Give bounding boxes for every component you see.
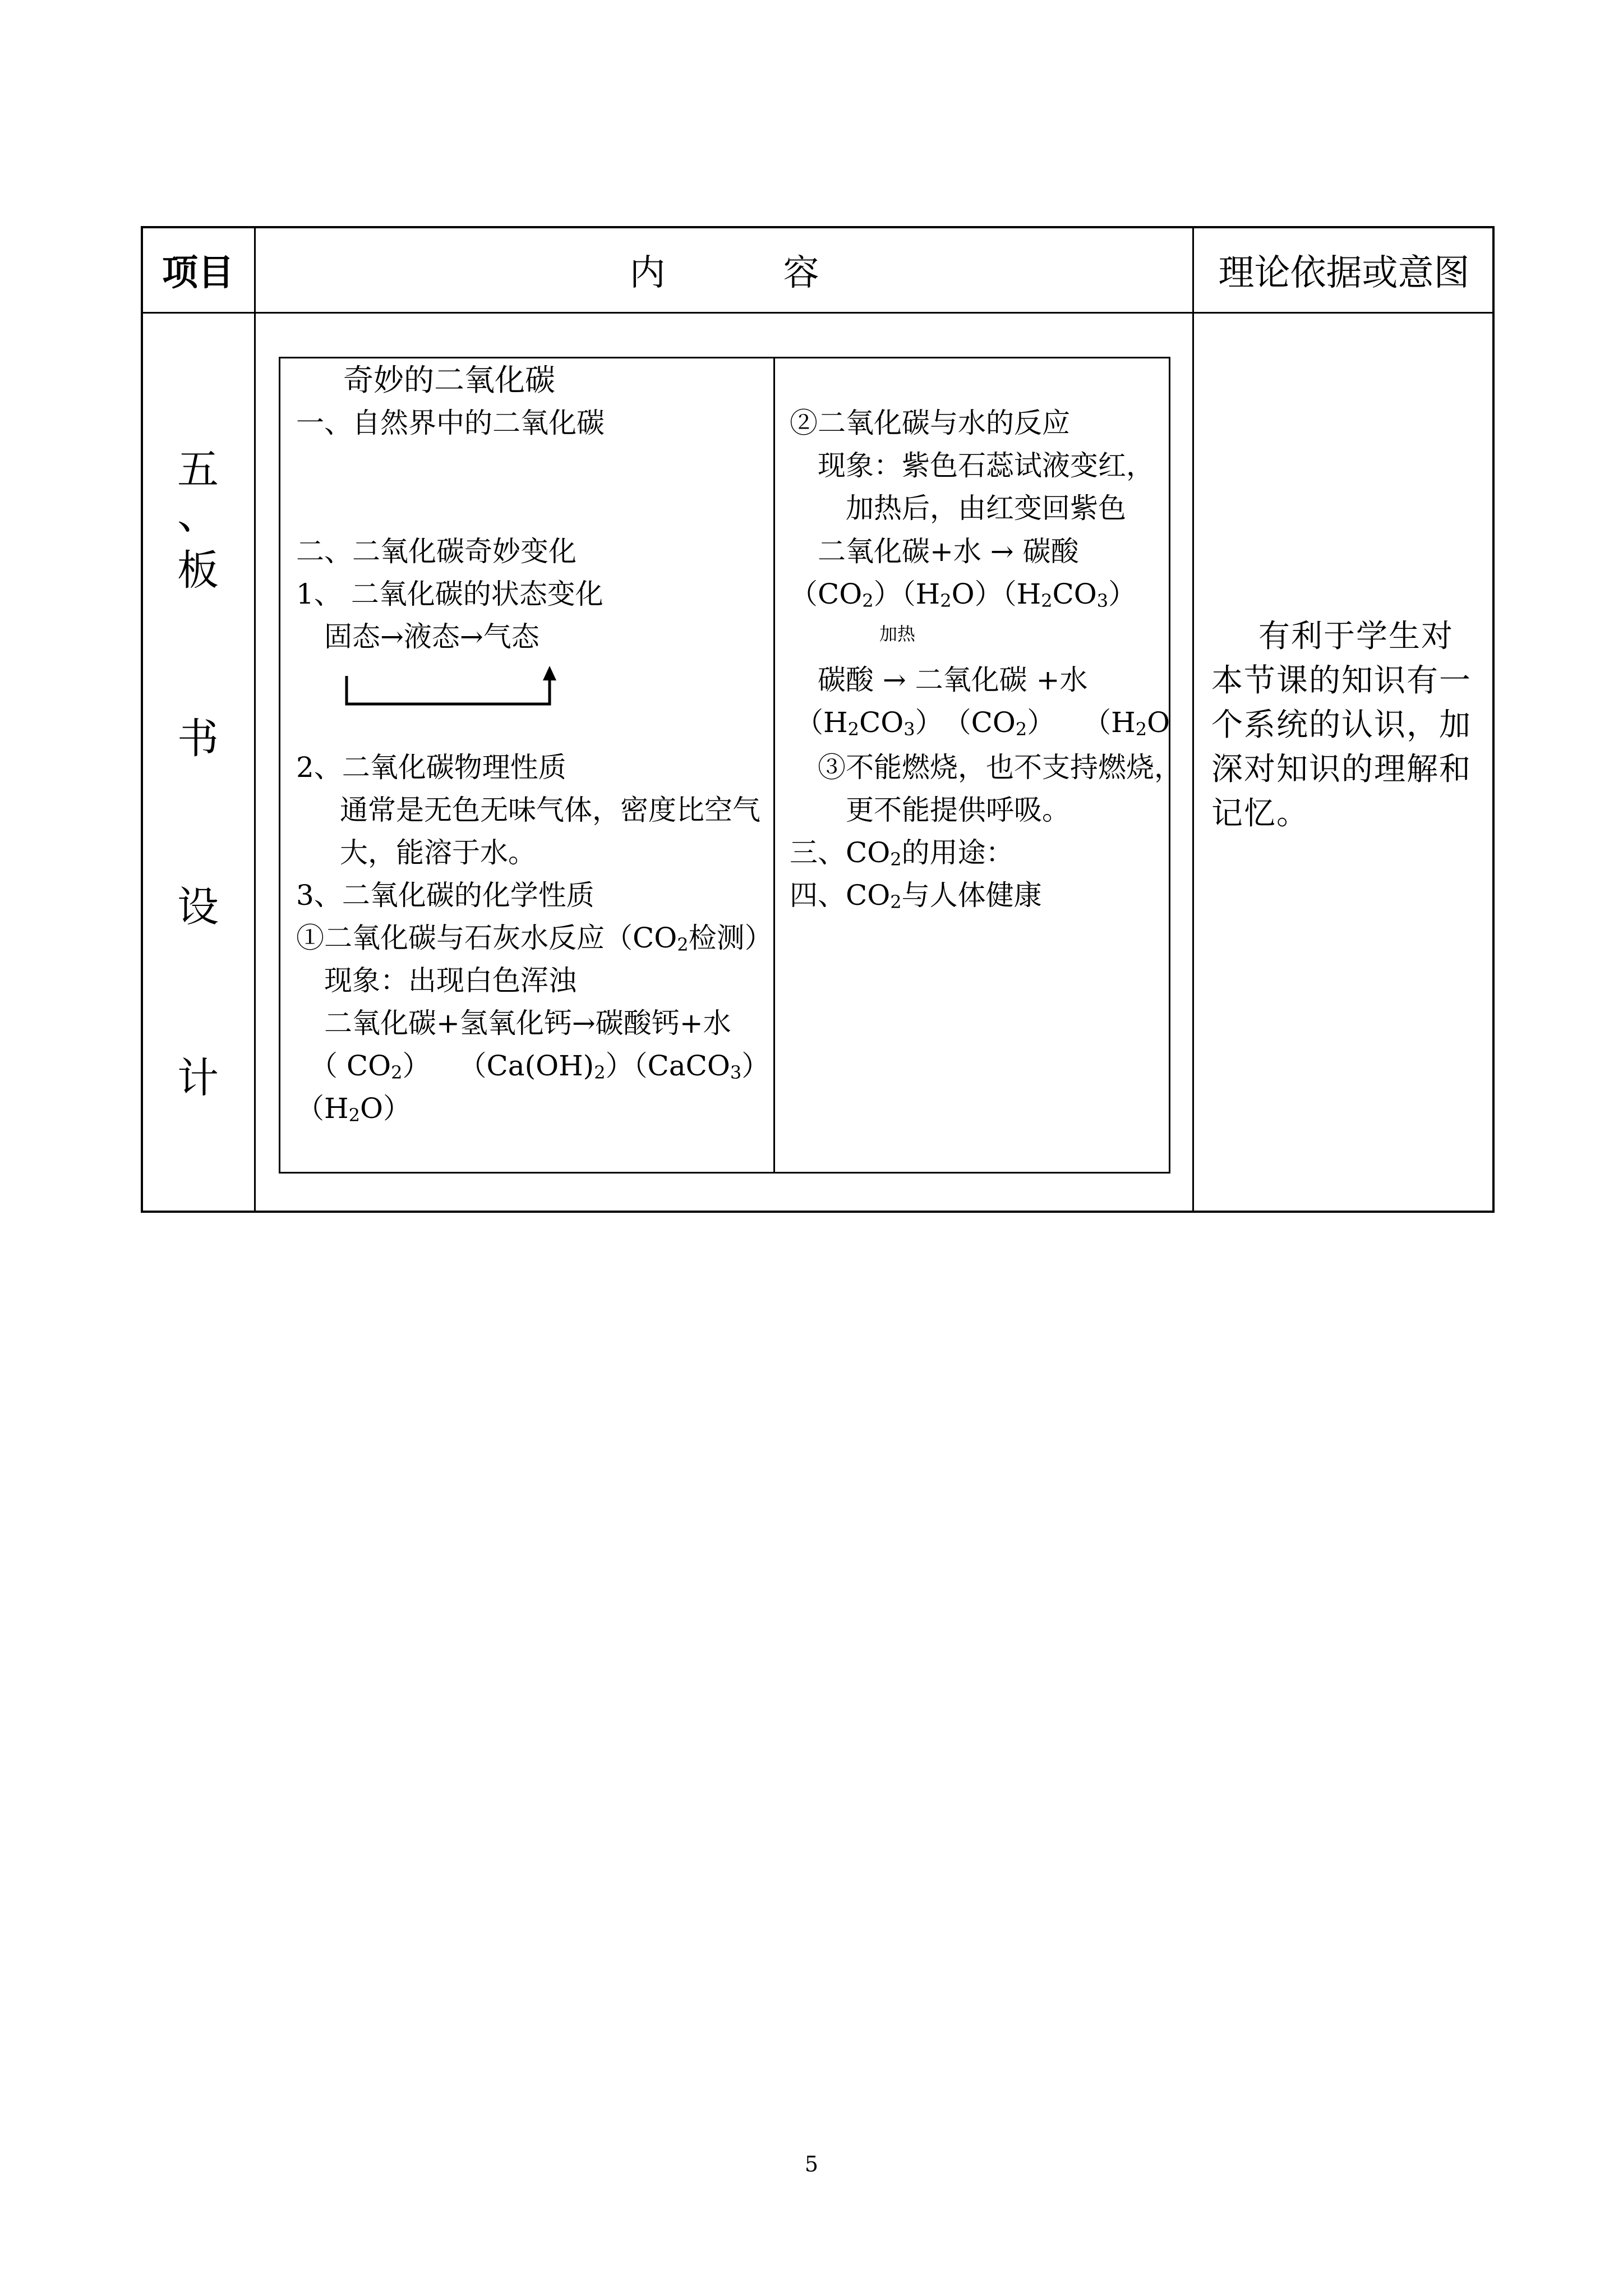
table-col-divider-2 [1192,226,1194,1213]
section-title [141,313,255,1212]
board-line: 三、$CO_2$的用途： [790,836,1014,870]
section-char: 、 [177,490,219,539]
section-char: 板 [177,546,219,595]
header-content: 内容 [629,252,937,294]
board-line: $(H_2CO_3)$ $(CO_2)$ （$H_2O$ [795,706,1170,740]
table-border-right [1492,226,1495,1213]
board-border-bottom [279,1172,1170,1174]
board-line: 一、自然界中的二氧化碳 [296,407,605,439]
heat-label: 加热 [879,623,916,645]
section-char: 书 [177,715,219,763]
board-line: 1、 二氧化碳的状态变化 [296,578,603,610]
board-line: 加热后，由红变回紫色 [846,492,1126,524]
board-line: $(CO_2)(H_2O)(H_2CO_3)$ [790,578,1137,611]
board-line: 固态→液态→气态 [324,620,540,653]
board-line: 2、二氧化碳物理性质 [296,751,566,784]
section-char: 设 [177,883,219,931]
board-line: 现象：出现白色浑浊 [324,964,577,997]
board-line: 通常是无色无味气体，密度比空气 [340,794,760,826]
board-line: ③不能燃烧，也不支持燃烧， [818,751,1182,784]
board-line: 碳酸 → 二氧化碳 +水 [818,664,1088,696]
header-basis: 理论依据或意图 [1218,252,1470,294]
state-change-arrow [336,665,561,710]
section-char: 五 [177,445,219,494]
basis-text: 有利于学生对本节课的知识有一个系统的认识，加深对知识的理解和记忆。 [1211,618,1472,832]
board-line: 四、$CO_2$与人体健康 [790,879,1042,913]
board-line: 更不能提供呼吸。 [846,794,1070,826]
board-border-left [279,357,280,1174]
header-item: 项目 [162,252,234,294]
table-border-bottom [141,1211,1495,1213]
board-line: 二氧化碳+水 → 碳酸 [818,535,1079,568]
board-line: $(H_2O)$ [296,1092,411,1126]
board-line: 二氧化碳+氢氧化钙→碳酸钙+水 [324,1007,731,1039]
board-line: 现象：紫色石蕊试液变红， [818,449,1154,482]
board-title: 奇妙的二氧化碳 [343,362,555,398]
page-number: 5 [804,2152,819,2177]
board-line: （ $CO_2$） $(Ca(OH)_2)(CaCO_3)$ [310,1050,770,1083]
board-border-top [279,357,1170,358]
board-divider [773,357,775,1174]
section-char: 计 [177,1054,219,1102]
board-line: 3、二氧化碳的化学性质 [296,879,594,912]
board-line: ①二氧化碳与石灰水反应（$CO_2$检测） [296,922,773,955]
board-line: 二、二氧化碳奇妙变化 [296,535,577,568]
board-line: ②二氧化碳与水的反应 [790,407,1070,439]
board-line: 大，能溶于水。 [340,836,536,869]
